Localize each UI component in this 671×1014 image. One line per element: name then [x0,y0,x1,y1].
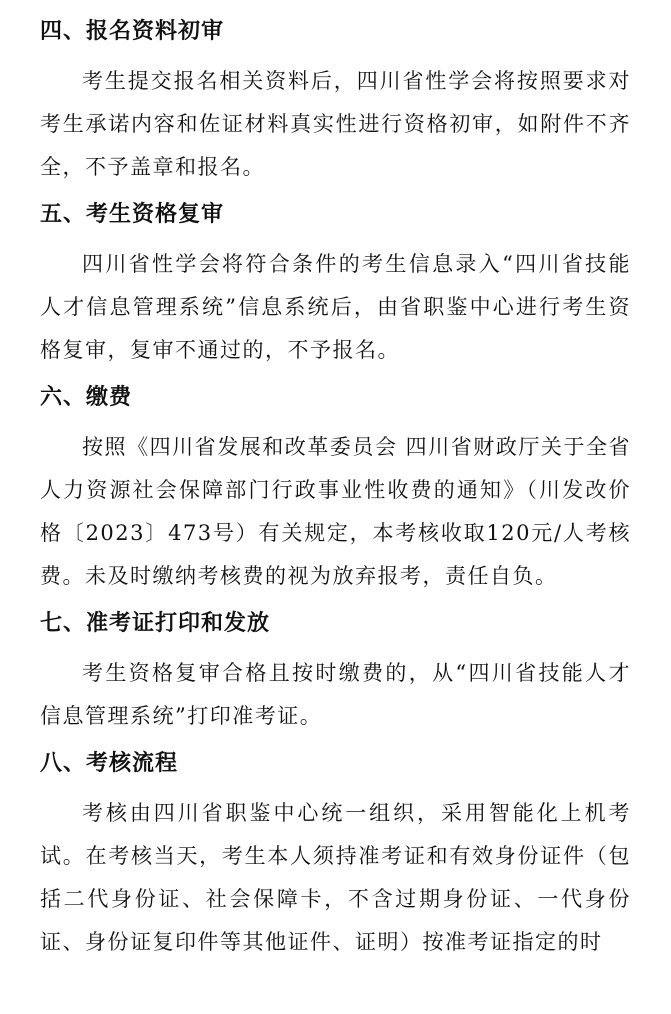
section-body-exam-process: 考核由四川省职鉴中心统一组织，采用智能化上机考试。在考核当天，考生本人须持准考证和有效身份证件（包括二代身份证、社会保障卡，不含过期身份证、一代身份证、身份证复印件等其他证件、证明）按准考证指定的时 [40,801,631,954]
section-body-recheck: 四川省性学会将符合条件的考生信息录入“四川省技能人才信息管理系统”信息系统后，由省职鉴中心进行考生资格复审，复审不通过的，不予报名。 [40,252,631,362]
section-body-admission-ticket: 考生资格复审合格且按时缴费的，从“四川省技能人才信息管理系统”打印准考证。 [40,661,631,728]
section-heading-exam-process: 八、考核流程 [40,751,179,776]
section-heading-payment: 六、缴费 [40,385,133,410]
section-heading-recheck: 五、考生资格复审 [40,202,225,227]
section-body-payment: 按照《四川省发展和改革委员会 四川省财政厅关于全省人力资源社会保障部门行政事业性收费的通知》（川发改价格〔2023〕473号）有关规定，本考核收取120元/人考核费。未及时缴纳考核费的视为放弃报考，责任自负。 [40,435,631,588]
section-heading-review: 四、报名资料初审 [40,19,225,44]
section-heading-admission-ticket: 七、准考证打印和发放 [40,611,271,636]
section-body-review: 考生提交报名相关资料后，四川省性学会将按照要求对考生承诺内容和佐证材料真实性进行资格初审，如附件不齐全，不予盖章和报名。 [40,69,631,179]
